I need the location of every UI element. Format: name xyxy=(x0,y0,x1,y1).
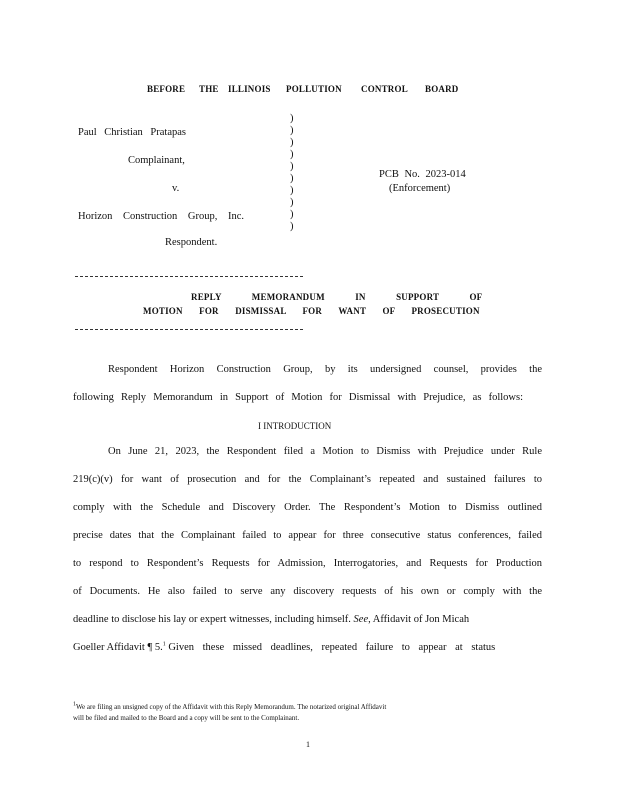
body-line: precise dates that the Complainant failed to appear for three consecutive status conferences, failed xyxy=(73,530,542,541)
case-number: PCB No. 2023-014 xyxy=(379,169,466,180)
body-line-start: Goeller Affidavit ¶ 5. xyxy=(73,642,163,653)
complainant-name: Paul Christian Pratapas xyxy=(78,127,186,138)
title-line1: REPLY MEMORANDUM IN SUPPORT OF xyxy=(191,292,483,302)
footnote-text: We are filing an unsigned copy of the Affidavit with this Reply Memorandum. The notarized original Affidavit xyxy=(76,703,387,711)
paren: ) xyxy=(290,221,294,232)
body-line: On June 21, 2023, the Respondent filed a Motion to Dismiss with Prejudice under Rule xyxy=(108,446,542,457)
footnote-line2: will be filed and mailed to the Board and a copy will be sent to the Complainant. xyxy=(73,714,300,722)
footnote-line1 xyxy=(73,703,386,711)
section-heading: I INTRODUCTION xyxy=(258,421,332,431)
paren: ) xyxy=(290,173,294,184)
header-pollution: POLLUTION xyxy=(286,84,342,94)
body-line-7 xyxy=(73,614,469,625)
paren: ) xyxy=(290,209,294,220)
header-the: THE xyxy=(199,84,219,94)
body-line-text: deadline to disclose his lay or expert witnesses, including himself. xyxy=(73,614,351,625)
intro-line1: Respondent Horizon Construction Group, by its undersigned counsel, provides the xyxy=(108,364,542,375)
paren: ) xyxy=(290,149,294,160)
paren: ) xyxy=(290,185,294,196)
paren: ) xyxy=(290,137,294,148)
case-type: (Enforcement) xyxy=(389,183,451,194)
respondent-role: Respondent. xyxy=(165,237,218,248)
intro-line2: following Reply Memorandum in Support of Motion for Dismissal with Prejudice, as follows: xyxy=(73,392,523,403)
paren: ) xyxy=(290,113,294,124)
body-line: 219(c)(v) for want of prosecution and for the Complainant’s repeated and sustained failures to xyxy=(73,474,542,485)
complainant-role: Complainant, xyxy=(128,155,185,166)
body-line: comply with the Schedule and Discovery Order. The Respondent’s Motion to Dismiss outlined xyxy=(73,502,542,513)
paren: ) xyxy=(290,197,294,208)
header-board: BOARD xyxy=(425,84,459,94)
body-line: to respond to Respondent’s Requests for Admission, Interrogatories, and Requests for Production xyxy=(73,558,542,569)
body-line-8 xyxy=(73,642,495,653)
header-illinois: ILLINOIS xyxy=(228,84,271,94)
body-line-end: Given these missed deadlines, repeated failure to appear at status xyxy=(168,642,496,653)
separator-bottom xyxy=(75,329,303,330)
footnote-mark: 1 xyxy=(73,701,76,708)
separator-top xyxy=(75,276,303,277)
title-line2: MOTION FOR DISMISSAL FOR WANT OF PROSECUTION xyxy=(143,306,480,316)
see-signal: See xyxy=(353,614,369,625)
paren: ) xyxy=(290,125,294,136)
respondent-name: Horizon Construction Group, Inc. xyxy=(78,211,245,222)
header-control: CONTROL xyxy=(361,84,408,94)
citation: , Affidavit of Jon Micah xyxy=(368,614,470,625)
page-number: 1 xyxy=(306,740,310,749)
versus: v. xyxy=(172,183,180,194)
header-before: BEFORE xyxy=(147,84,186,94)
body-line: of Documents. He also failed to serve any discovery requests of his own or comply with the xyxy=(73,586,542,597)
paren: ) xyxy=(290,161,294,172)
footnote-ref: 1 xyxy=(162,641,166,648)
